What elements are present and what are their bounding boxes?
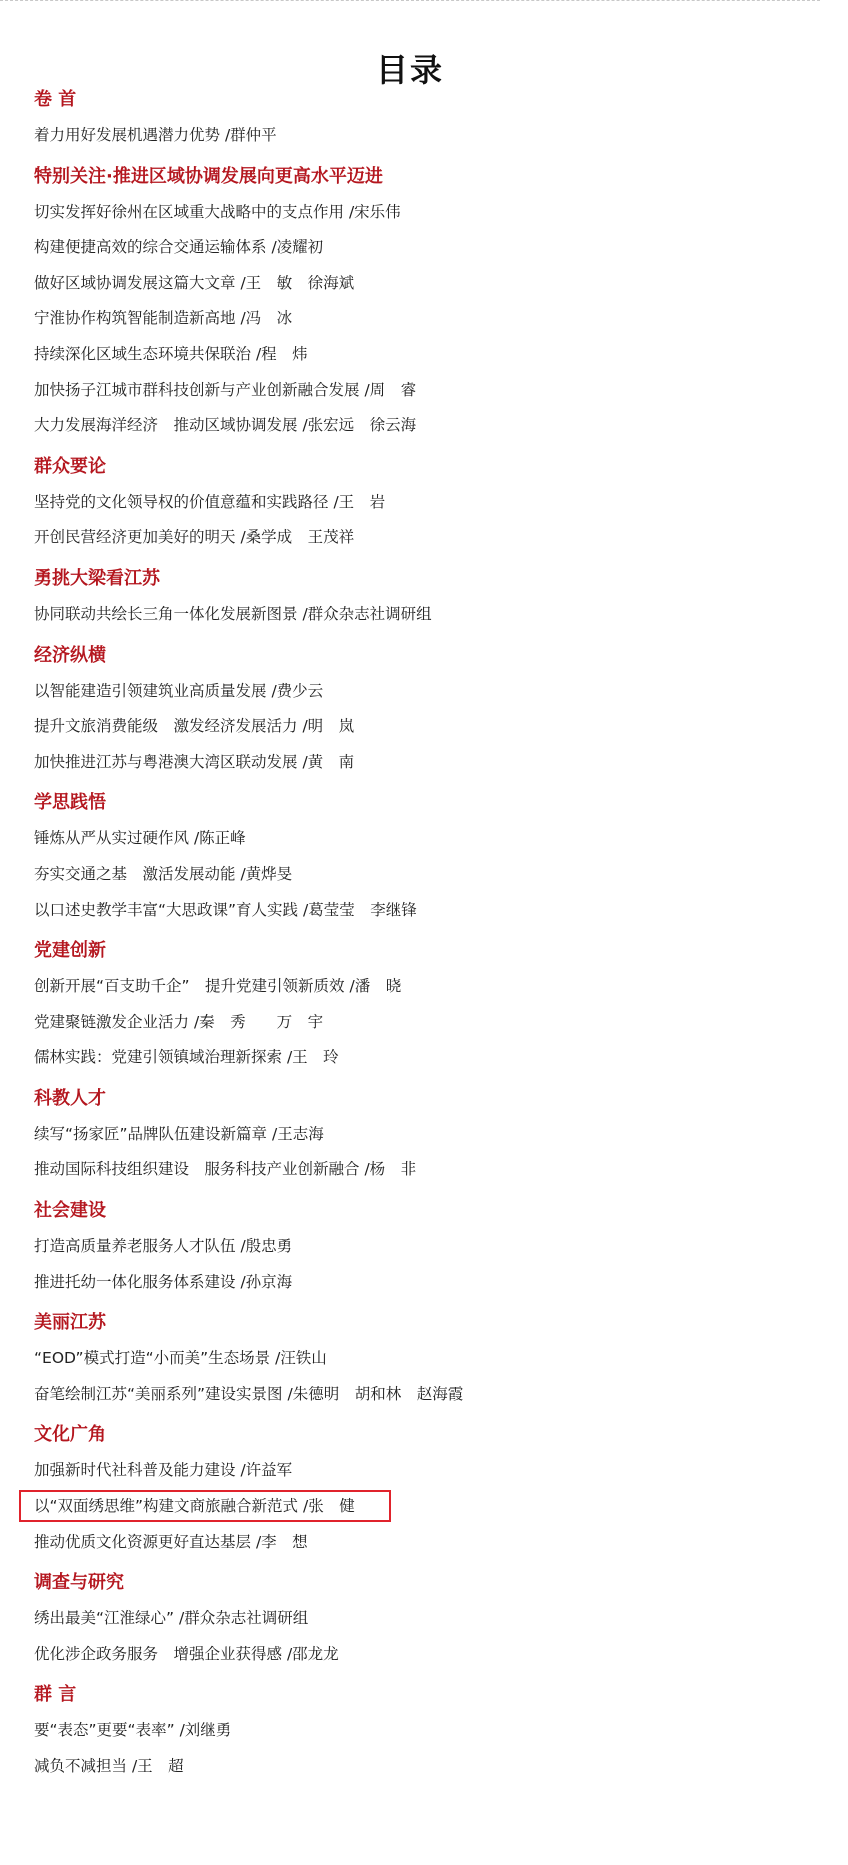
entry-title: 以口述史教学丰富“大思政课”育人实践 xyxy=(34,900,299,919)
entry-author: /许益军 xyxy=(240,1461,293,1480)
section-heading: 经济纵横 xyxy=(34,644,106,666)
entry-author: /王 超 xyxy=(131,1757,184,1775)
toc-entry[interactable] xyxy=(34,1749,794,1785)
section-heading: 党建创新 xyxy=(34,940,106,962)
toc-entry[interactable] xyxy=(34,266,794,302)
entry-title: 续写“扬家匠”品牌队伍建设新篇章 xyxy=(34,1124,268,1143)
entry-title: 减负不减担当 xyxy=(34,1757,128,1775)
entry-title: 以智能建造引领建筑业高质量发展 xyxy=(34,681,267,700)
section-heading: 社会建设 xyxy=(34,1200,106,1222)
entry-title: 打造高质量养老服务人才队伍 xyxy=(34,1237,236,1256)
entry-author: /黄烨旻 xyxy=(240,864,293,883)
entry-title: 提升文旅消费能级 激发经济发展活力 xyxy=(34,717,298,736)
entry-title: 推动优质文化资源更好直达基层 xyxy=(34,1532,252,1551)
toc-entry[interactable] xyxy=(34,1525,794,1561)
toc-entry[interactable] xyxy=(34,520,794,556)
entry-title: 以“双面绣思维”构建文商旅融合新范式 xyxy=(34,1497,299,1516)
entry-title: 推动国际科技组织建设 服务科技产业创新融合 xyxy=(34,1160,360,1179)
toc-entry[interactable] xyxy=(34,1117,794,1153)
top-dashed-divider xyxy=(0,0,820,1)
entry-title: 持续深化区域生态环境共保联治 xyxy=(34,344,252,363)
toc-entry[interactable] xyxy=(34,969,794,1005)
toc-entry[interactable] xyxy=(34,373,794,409)
entry-author: /杨 非 xyxy=(364,1160,417,1179)
entry-author: /宋乐伟 xyxy=(348,202,401,221)
entry-title: 协同联动共绘长三角一体化发展新图景 xyxy=(34,604,298,623)
entry-title: 推进托幼一体化服务体系建设 xyxy=(34,1272,236,1291)
entry-author: /潘 晓 xyxy=(349,977,402,996)
toc-entry[interactable] xyxy=(34,408,794,444)
toc-entry[interactable] xyxy=(34,1713,794,1749)
entry-author: /刘继勇 xyxy=(179,1721,232,1740)
toc-entry[interactable] xyxy=(34,857,794,893)
entry-title: 党建聚链激发企业活力 xyxy=(34,1012,190,1031)
section-heading: 调查与研究 xyxy=(34,1572,124,1594)
toc-entry[interactable] xyxy=(34,821,794,857)
entry-title: 加快扬子江城市群科技创新与产业创新融合发展 xyxy=(34,380,360,399)
entry-author: /汪铁山 xyxy=(275,1349,327,1368)
toc-entry[interactable] xyxy=(34,485,794,521)
toc-entry[interactable] xyxy=(34,1637,794,1673)
toc-entry[interactable] xyxy=(34,118,794,154)
entry-title: 夯实交通之基 激活发展动能 xyxy=(34,864,236,883)
entry-author: /张 健 xyxy=(303,1497,355,1516)
entry-title: “EOD”模式打造“小而美”生态场景 xyxy=(34,1349,271,1368)
entry-author: /王 岩 xyxy=(333,492,386,511)
toc-entry[interactable] xyxy=(34,709,794,745)
toc-entry[interactable] xyxy=(34,674,794,710)
table-of-contents xyxy=(34,82,794,1785)
section-heading: 群众要论 xyxy=(34,455,106,477)
entry-author: /黄 南 xyxy=(302,752,355,771)
toc-entry[interactable] xyxy=(34,1601,794,1637)
entry-author: /周 睿 xyxy=(364,380,417,399)
section-heading: 群 言 xyxy=(34,1684,77,1706)
toc-entry[interactable] xyxy=(34,1005,794,1041)
toc-entry[interactable] xyxy=(34,745,794,781)
toc-entry[interactable] xyxy=(34,1265,794,1301)
entry-title: 着力用好发展机遇潜力优势 xyxy=(34,126,221,144)
toc-entry[interactable] xyxy=(34,1453,794,1489)
entry-title: 加快推进江苏与粤港澳大湾区联动发展 xyxy=(34,752,298,771)
toc-entry[interactable] xyxy=(34,337,794,373)
entry-title: 奋笔绘制江苏“美丽系列”建设实景图 xyxy=(34,1384,283,1403)
entry-title: 要“表态”更要“表率” xyxy=(34,1721,175,1740)
entry-title: 创新开展“百支助千企” 提升党建引领新质效 xyxy=(34,977,345,996)
entry-author: /明 岚 xyxy=(302,717,355,736)
entry-author: /朱德明 胡和林 赵海霞 xyxy=(287,1384,464,1403)
entry-author: /群众杂志社调研组 xyxy=(302,604,432,623)
entry-author: /孙京海 xyxy=(240,1272,293,1291)
entry-title: 加强新时代社科普及能力建设 xyxy=(34,1461,236,1480)
entry-author: /李 想 xyxy=(255,1532,308,1551)
page-title: 目录 xyxy=(375,51,444,90)
entry-title: 做好区域协调发展这篇大文章 xyxy=(34,273,236,292)
entry-author: /张宏远 徐云海 xyxy=(302,416,417,435)
toc-entry[interactable] xyxy=(34,301,794,337)
entry-author: /王志海 xyxy=(272,1124,324,1143)
entry-author: /葛莹莹 李继锋 xyxy=(303,900,417,919)
entry-title: 开创民营经济更加美好的明天 xyxy=(34,528,236,547)
entry-author: /费少云 xyxy=(271,681,324,700)
toc-entry[interactable] xyxy=(34,1229,794,1265)
entry-author: /秦 秀 万 宇 xyxy=(193,1012,324,1031)
toc-entry-highlighted[interactable] xyxy=(34,1489,794,1525)
entry-title: 大力发展海洋经济 推动区域协调发展 xyxy=(34,416,298,435)
entry-title: 切实发挥好徐州在区域重大战略中的支点作用 xyxy=(34,202,345,221)
entry-author: /群仲平 xyxy=(224,126,277,144)
section-heading: 科教人才 xyxy=(34,1087,106,1109)
entry-title: 儒林实践：党建引领镇域治理新探索 xyxy=(34,1048,283,1067)
toc-entry[interactable] xyxy=(34,1341,794,1377)
toc-entry[interactable] xyxy=(34,597,794,633)
section-heading: 特别关注·推进区域协调发展向更高水平迈进 xyxy=(34,165,383,187)
section-heading: 学思践悟 xyxy=(34,792,106,814)
entry-title: 锤炼从严从实过硬作风 xyxy=(34,829,190,848)
entry-title: 优化涉企政务服务 增强企业获得感 xyxy=(34,1644,283,1663)
entry-author: /群众杂志社调研组 xyxy=(179,1609,309,1628)
entry-author: /殷忠勇 xyxy=(240,1237,293,1256)
entry-author: /冯 冰 xyxy=(240,309,293,328)
toc-entry[interactable] xyxy=(34,195,794,231)
entry-author: /陈正峰 xyxy=(193,829,246,848)
toc-entry[interactable] xyxy=(34,893,794,929)
entry-title: 构建便捷高效的综合交通运输体系 xyxy=(34,238,267,257)
section-heading: 勇挑大梁看江苏 xyxy=(34,567,160,589)
section-heading: 美丽江苏 xyxy=(34,1312,106,1334)
entry-author: /凌耀初 xyxy=(271,238,324,257)
toc-entry[interactable] xyxy=(34,1152,794,1188)
toc-entry[interactable] xyxy=(34,1377,794,1413)
toc-entry[interactable] xyxy=(34,230,794,266)
entry-author: /王 玲 xyxy=(286,1048,339,1067)
entry-author: /王 敏 徐海斌 xyxy=(240,273,355,292)
entry-author: /程 炜 xyxy=(255,344,308,363)
entry-title: 宁淮协作构筑智能制造新高地 xyxy=(34,309,236,328)
toc-entry[interactable] xyxy=(34,1040,794,1076)
entry-author: /桑学成 王茂祥 xyxy=(240,528,355,547)
entry-title: 坚持党的文化领导权的价值意蕴和实践路径 xyxy=(34,492,329,511)
entry-title: 绣出最美“江淮绿心” xyxy=(34,1609,175,1628)
section-heading: 文化广角 xyxy=(34,1424,106,1446)
entry-author: /邵龙龙 xyxy=(286,1644,339,1663)
section-heading: 卷 首 xyxy=(34,89,77,110)
